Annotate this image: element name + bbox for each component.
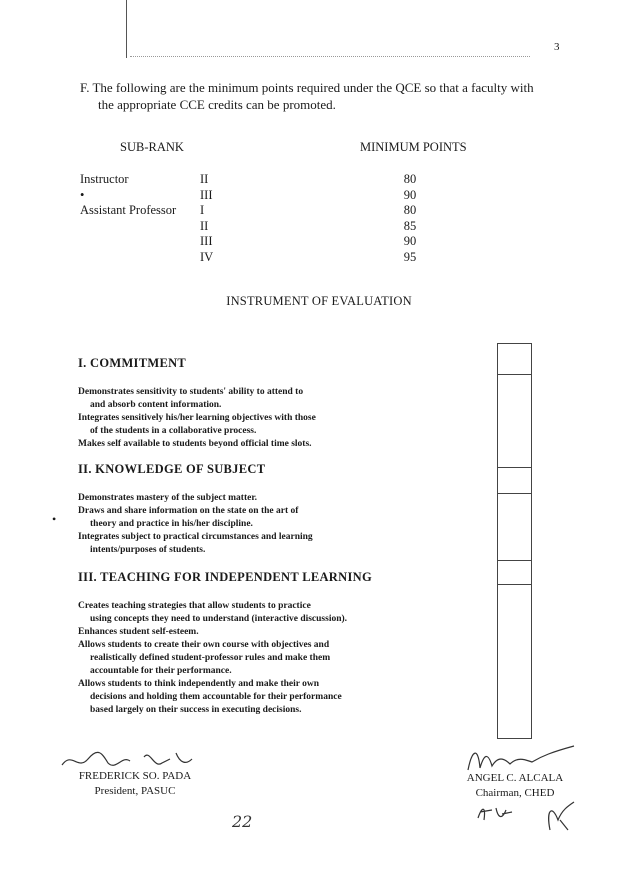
criterion-line: intents/purposes of students.	[90, 545, 206, 555]
rank-name: •	[80, 188, 85, 202]
section-heading-teaching: III. TEACHING FOR INDEPENDENT LEARNING	[78, 570, 372, 584]
section-heading-commitment: I. COMMITMENT	[78, 356, 187, 370]
subrank-header: SUB-RANK	[120, 140, 184, 154]
section-items-teaching	[78, 600, 408, 717]
minimum-points-value: 80	[403, 203, 417, 217]
rating-cell[interactable]	[498, 561, 531, 585]
subrank-value: II	[200, 219, 209, 233]
minimum-points-header: MINIMUM POINTS	[360, 140, 467, 154]
criterion-line: Enhances student self-esteem.	[78, 627, 199, 637]
criterion-line: using concepts they need to understand (interactive discussion).	[90, 614, 348, 624]
subrank-value: III	[200, 188, 213, 202]
minimum-points-value: 95	[403, 250, 417, 264]
handwritten-page-number: 22	[232, 812, 253, 831]
minimum-points-value: 85	[403, 219, 417, 233]
criterion-line: Creates teaching strategies that allow students to practice	[78, 601, 311, 611]
rank-name: Instructor	[80, 172, 129, 186]
rating-column	[497, 343, 532, 739]
rank-name: Assistant Professor	[80, 203, 177, 217]
minimum-points-value: 90	[403, 234, 417, 248]
intro-paragraph	[80, 79, 580, 113]
criterion-line: Demonstrates sensitivity to students' ability to attend to	[78, 387, 304, 397]
subrank-value: IV	[200, 250, 214, 264]
right-signatory-title: Chairman, CHED	[475, 787, 555, 799]
minimum-points-value: 90	[403, 188, 417, 202]
page-number: 3	[554, 41, 560, 53]
criterion-line: theory and practice in his/her discipline.	[90, 519, 253, 529]
criterion-line: Integrates subject to practical circumstances and learning	[78, 532, 313, 542]
criterion-line: of the students in a collaborative process.	[90, 426, 257, 436]
instrument-title: INSTRUMENT OF EVALUATION	[226, 294, 412, 308]
rating-cell[interactable]	[498, 344, 531, 375]
section-items-commitment	[78, 386, 408, 451]
scan-margin-line	[126, 0, 127, 58]
criterion-line: Makes self available to students beyond official time slots.	[78, 439, 312, 449]
left-signatory-title: President, PASUC	[94, 785, 176, 797]
criterion-line: realistically defined student-professor rules and make them	[90, 653, 331, 663]
criterion-line: decisions and holding them accountable for their performance	[90, 692, 342, 702]
rating-cell[interactable]	[498, 375, 531, 468]
criterion-line: and absorb content information.	[90, 400, 222, 410]
section-items-knowledge	[78, 492, 408, 557]
section-heading-knowledge: II. KNOWLEDGE OF SUBJECT	[78, 462, 266, 476]
rating-cell[interactable]	[498, 585, 531, 738]
right-signatory-name: ANGEL C. ALCALA	[466, 772, 564, 784]
intro-line-1: F. The following are the minimum points required under the QCE so that a faculty with	[80, 80, 534, 95]
subrank-value: II	[200, 172, 209, 186]
minimum-points-value: 80	[403, 172, 417, 186]
rating-cell[interactable]	[498, 468, 531, 494]
criterion-line: Draws and share information on the state on the art of	[78, 506, 299, 516]
criterion-line: Demonstrates mastery of the subject matter.	[78, 493, 258, 503]
intro-line-2: the appropriate CCE credits can be promoted.	[98, 97, 336, 112]
handwritten-initials	[472, 800, 582, 840]
subrank-value: I	[200, 203, 205, 217]
left-signatory-name: FREDERICK SO. PADA	[78, 770, 192, 782]
criterion-line: Integrates sensitively his/her learning objectives with those	[78, 413, 316, 423]
scan-mark: •	[52, 512, 57, 526]
criterion-line: Allows students to think independently and make their own	[78, 679, 320, 689]
scan-dotted-line	[130, 56, 530, 57]
criterion-line: accountable for their performance.	[90, 666, 232, 676]
criterion-line: based largely on their success in executing decisions.	[90, 705, 302, 715]
criterion-line: Allows students to create their own course with objectives and	[78, 640, 330, 650]
rating-cell[interactable]	[498, 494, 531, 561]
subrank-value: III	[200, 234, 213, 248]
